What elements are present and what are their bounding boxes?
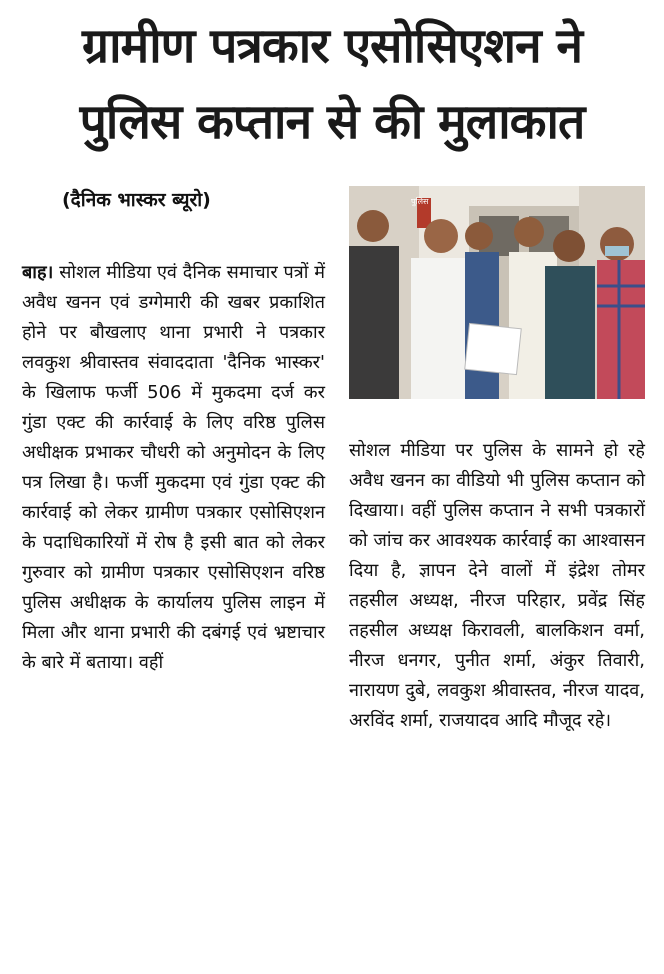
headline-line-2: पुलिस कप्तान से की मुलाकात	[79, 94, 585, 150]
body-text-left: सोशल मीडिया एवं दैनिक समाचार पत्रों में अवैध खनन एवं डग्गेमारी की खबर प्रकाशित होने पर बौखलाए थाना प्रभारी ने पत्रकार लवकुश श्रीवास्तव संवाददाता 'दैनिक भास्कर' के खिलाफ फर्जी 506 में मुकदमा दर्ज कर गुंडा एक्ट की कार्रवाई के लिए वरिष्ठ पुलिस अधीक्षक प्रभाकर चौधरी को अनुमोदन के लिए पत्र लिखा है। फर्जी मुकदमा एवं गुंडा एक्ट की कार्रवाई को लेकर ग्रामीण पत्रकार एसोसिएशन के पदाधिकारियों में रोष है इसी बात को लेकर गुरुवार को ग्रामीण पत्रकार एसोसिएशन वरिष्ठ पुलिस अधीक्षक के कार्यालय पुलिस लाइन में मिला और थाना प्रभारी की दबंगई एवं भ्रष्टाचार के बारे में बताया। वहीं	[22, 262, 325, 673]
poster-text: पुलिस	[411, 197, 429, 206]
headline	[10, 8, 654, 160]
group-photo-illustration	[349, 186, 645, 399]
news-photo	[349, 186, 645, 399]
dateline: बाह।	[22, 262, 54, 283]
article-body-left	[22, 258, 325, 678]
byline: (दैनिक भास्कर ब्यूरो)	[62, 189, 211, 211]
headline-line-1: ग्रामीण पत्रकार एसोसिएशन ने	[82, 18, 582, 74]
article-body-right: सोशल मीडिया पर पुलिस के सामने हो रहे अवैध खनन का वीडियो भी पुलिस कप्तान को दिखाया। वहीं पुलिस कप्तान ने सभी पत्रकारों को जांच कर आवश्यक कार्रवाई का आश्वासन दिया है, ज्ञापन देने वालों में इंद्रेश तोमर तहसील अध्यक्ष, नीरज परिहार, प्रवेंद्र सिंह तहसील अध्यक्ष किरावली, बालकिशन वर्मा, नीरज धनगर, पुनीत शर्मा, अंकुर तिवारी, नारायण दुबे, लवकुश श्रीवास्तव, नीरज यादव, अरविंद शर्मा, राजयादव आदि मौजूद रहे।	[349, 440, 645, 731]
